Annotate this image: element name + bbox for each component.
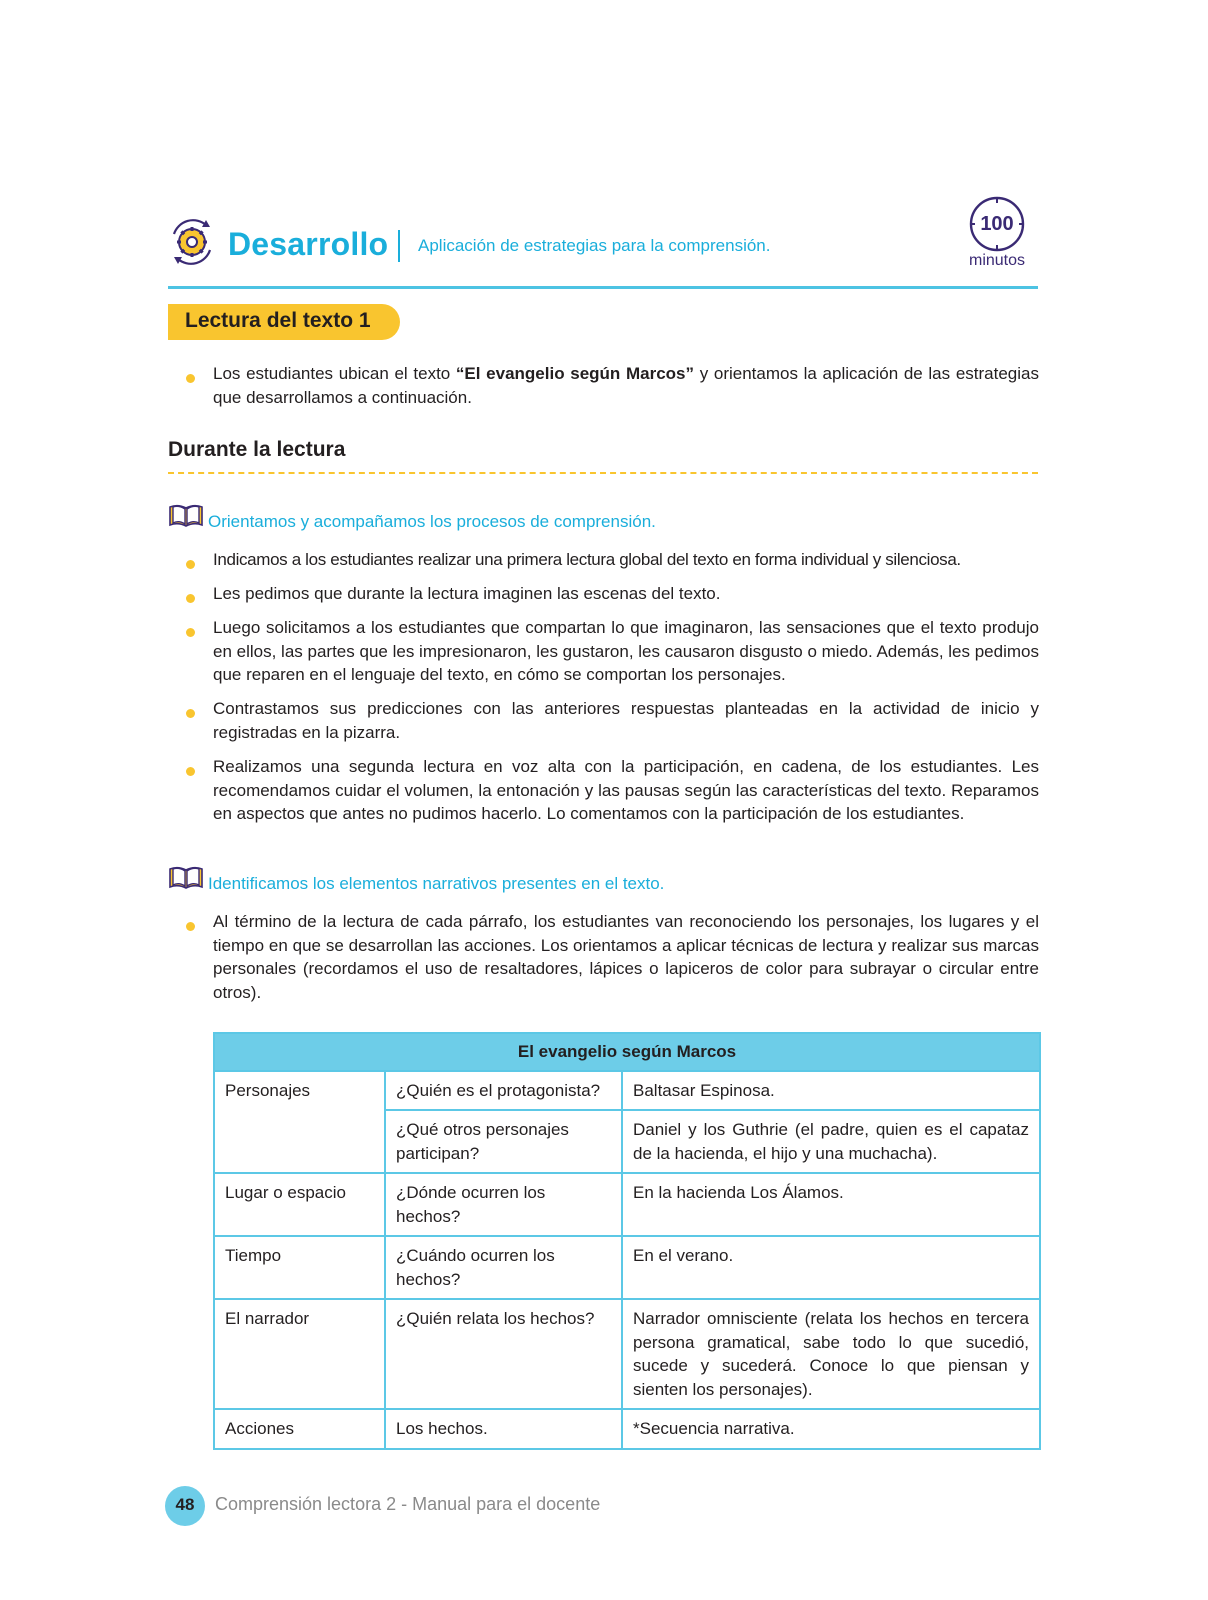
table-cell-question: ¿Dónde ocurren los hechos? [385,1173,622,1236]
table-row [214,1409,1040,1449]
bullet-dot [186,709,195,718]
bullet-item: Realizamos una segunda lectura en voz alta con la participación, en cadena, de los estudiantes. Les recomendamos cuidar el volumen, la entonación y las pausas según las características del texto. Reparamos en aspectos que antes no pudimos hacerlo. Lo comentamos con la participación de los estudiantes. [213,757,1039,823]
open-book-icon [168,866,204,890]
table-row [214,1236,1040,1299]
title-separator [398,230,400,262]
table-cell-category: El narrador [214,1299,385,1409]
bullet-item: Contrastamos sus predicciones con las anteriores respuestas planteadas en la actividad de inicio y registradas en la pizarra. [213,699,1039,742]
section-subtitle: Aplicación de estrategias para la comprensión. [418,236,771,255]
bullet-item: Al término de la lectura de cada párrafo, los estudiantes van reconociendo los personajes, los lugares y el tiempo en que se desarrollan las acciones. Los orientamos a aplicar técnicas de lectura y realizar sus marcas personales (recordamos el uso de resaltadores, lápices o lapiceros de color para subrayar o circular entre otros). [213,912,1039,1002]
table-cell-answer: En la hacienda Los Álamos. [622,1173,1040,1236]
bullet-item: Luego solicitamos a los estudiantes que compartan lo que imaginaron, las sensaciones que el texto produjo en ellos, las partes que les impresionaron, les gustaron, les causaron disgusto o miedo. Además, les pedimos que reparen en el lenguaje del texto, en cómo se comportan los personajes. [213,618,1039,684]
timer-unit: minutos [968,252,1026,269]
table-cell-answer: En el verano. [622,1236,1040,1299]
table-cell-question: ¿Cuándo ocurren los hechos? [385,1236,622,1299]
dashed-divider [168,472,1038,474]
table-cell-answer: Narrador omnisciente (relata los hechos en tercera persona gramatical, sabe todo lo que sucedió, sucede y sucederá. Conoce lo que piensan y sienten los personajes). [622,1299,1040,1409]
table-cell-question: ¿Quién es el protagonista? [385,1071,622,1111]
table-cell-category: Tiempo [214,1236,385,1299]
timer-value: 100 [980,213,1014,235]
table-cell-question: ¿Quién relata los hechos? [385,1299,622,1409]
bullet-dot [186,560,195,569]
table-cell-category: Lugar o espacio [214,1173,385,1236]
table-cell-answer: Baltasar Espinosa. [622,1071,1040,1111]
narrative-elements-table [213,1032,1041,1450]
table-cell-question: Los hechos. [385,1409,622,1449]
table-row [214,1299,1040,1409]
table-title: El evangelio según Marcos [214,1033,1040,1071]
bullet-dot [186,594,195,603]
bullet-dot [186,767,195,776]
header-rule [168,286,1038,289]
gear-cycle-icon [166,216,218,268]
table-cell-answer: *Secuencia narrativa. [622,1409,1040,1449]
subsection-identificamos: Identificamos los elementos narrativos presentes en el texto. [208,874,665,893]
subheading-durante: Durante la lectura [168,438,346,461]
bullet-item: Indicamos a los estudiantes realizar una primera lectura global del texto en forma individual y silenciosa. [213,550,961,569]
table-cell-category: Acciones [214,1409,385,1449]
table-header-row [214,1033,1040,1071]
section-pill-label: Lectura del texto 1 [185,309,371,332]
bullet-item: Les pedimos que durante la lectura imaginen las escenas del texto. [213,584,721,603]
intro-text-bold: “El evangelio según Marcos” [455,364,695,383]
intro-text-pre: Los estudiantes ubican el texto [213,364,456,383]
subsection-orientamos: Orientamos y acompañamos los procesos de comprensión. [208,512,656,531]
table-cell-answer: Daniel y los Guthrie (el padre, quien es el capataz de la hacienda, el hijo y una muchacha). [622,1110,1040,1173]
intro-paragraph [213,362,1039,409]
table-cell-question: ¿Qué otros personajes participan? [385,1110,622,1173]
open-book-icon [168,504,204,528]
section-title: Desarrollo [228,226,389,262]
intro-text-post: y orientamos la aplicación de las estrategias que desarrollamos a continuación. [213,364,1039,407]
page-number: 48 [175,1495,195,1514]
table-row [214,1173,1040,1236]
table-cell-category: Personajes [214,1071,385,1174]
bullet-dot [186,374,195,383]
bullet-dot [186,628,195,637]
bullet-dot [186,922,195,931]
table-row [214,1071,1040,1111]
footer-title: Comprensión lectora 2 - Manual para el docente [215,1494,601,1514]
